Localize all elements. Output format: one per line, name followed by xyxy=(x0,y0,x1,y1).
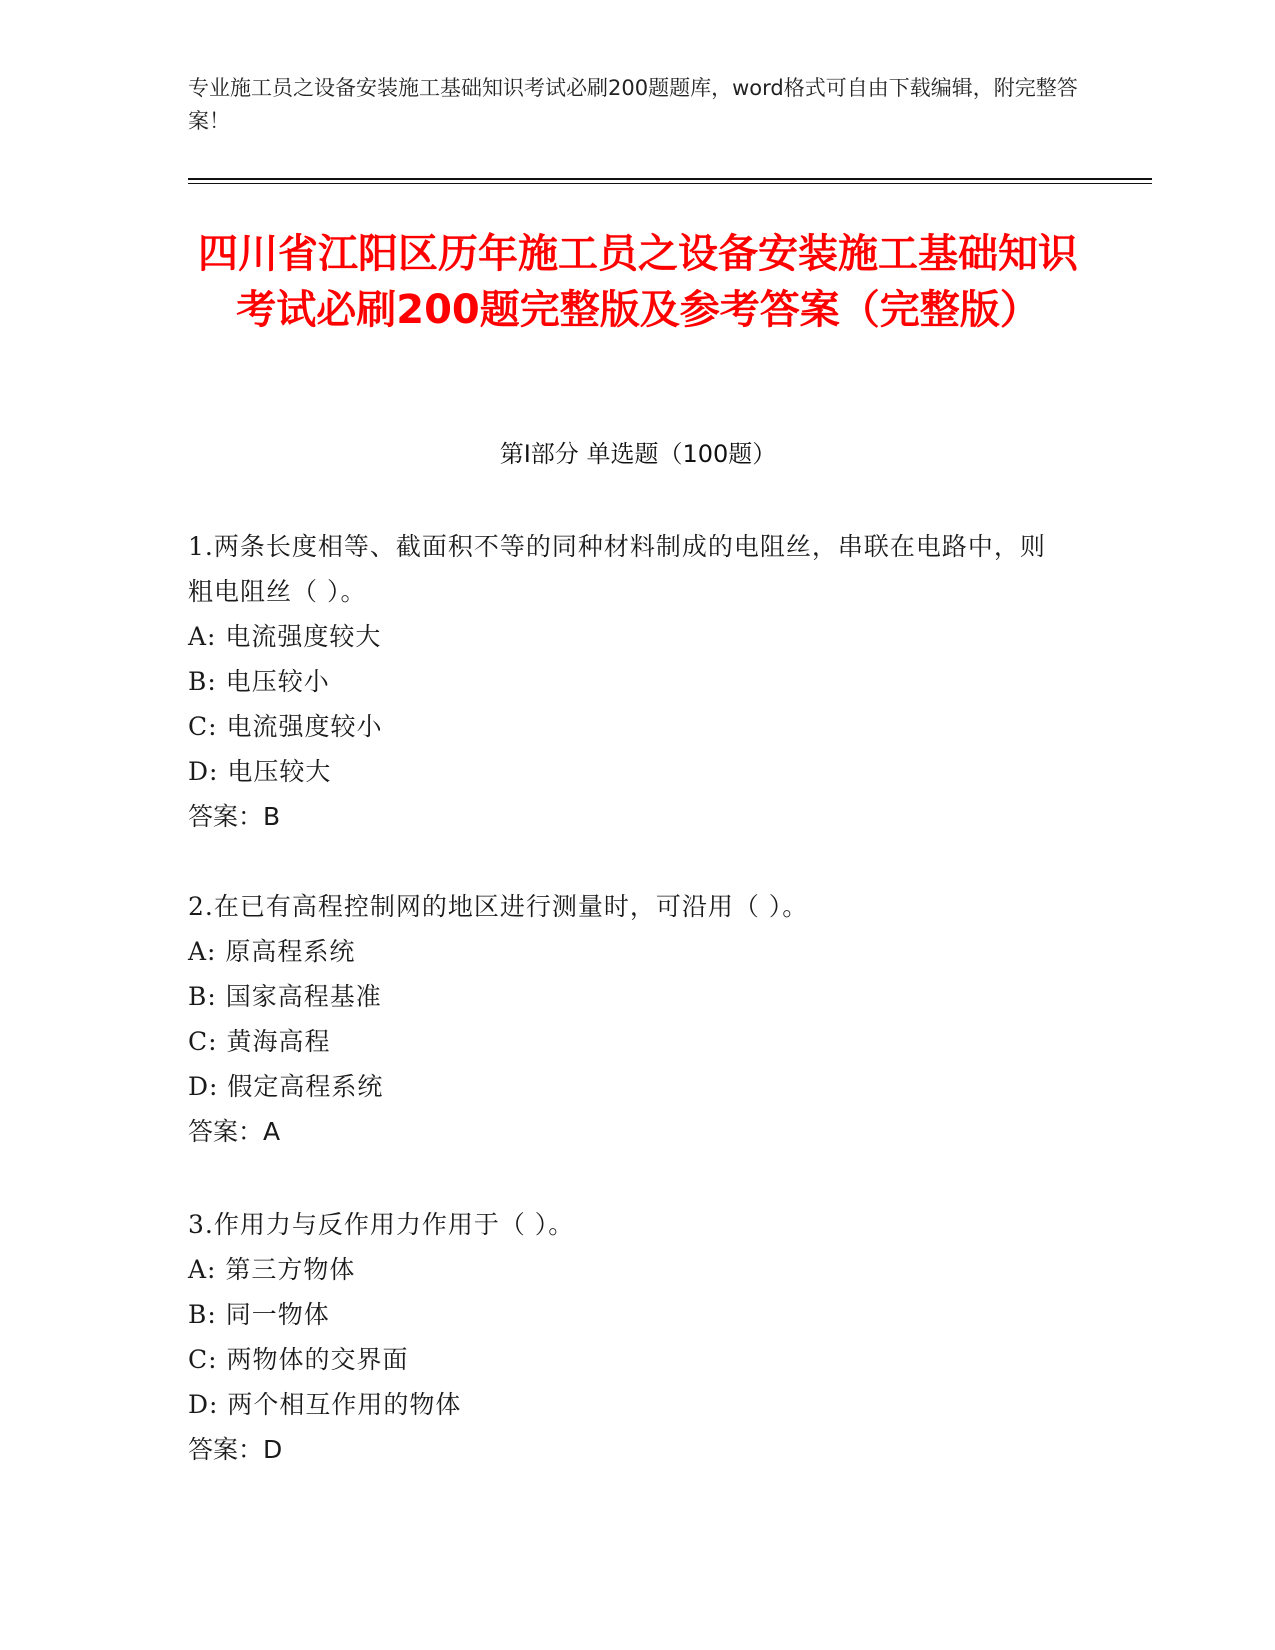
header-divider-thin xyxy=(188,183,1152,184)
option-c: C: 两物体的交界面 xyxy=(188,1345,409,1374)
question-stem: 1.两条长度相等、截面积不等的同种材料制成的电阻丝，串联在电路中，则粗电阻丝（ ）。 xyxy=(188,532,1046,606)
option-b: B: 电压较小 xyxy=(188,667,330,696)
question-stem: 2.在已有高程控制网的地区进行测量时，可沿用（ ）。 xyxy=(188,892,809,921)
option-a: A: 第三方物体 xyxy=(188,1255,356,1284)
document-title: 四川省江阳区历年施工员之设备安装施工基础知识考试必刷200题完整版及参考答案（完整版） xyxy=(198,231,1078,333)
section-title: 第Ⅰ部分 单选题（100题） xyxy=(499,440,777,468)
question-item xyxy=(188,524,1068,839)
option-d: D: 假定高程系统 xyxy=(188,1072,384,1101)
option-b: B: 国家高程基准 xyxy=(188,982,382,1011)
document-header: 专业施工员之设备安装施工基础知识考试必刷200题题库，word格式可自由下载编辑，附完整答案！ xyxy=(188,76,1078,133)
option-a: A: 电流强度较大 xyxy=(188,622,382,651)
header-divider xyxy=(188,178,1152,180)
answer-line: 答案：D xyxy=(188,1435,283,1464)
option-c: C: 黄海高程 xyxy=(188,1027,331,1056)
question-item xyxy=(188,1202,1068,1472)
option-b: B: 同一物体 xyxy=(188,1300,330,1329)
question-stem: 3.作用力与反作用力作用于（ ）。 xyxy=(188,1210,575,1239)
answer-line: 答案：B xyxy=(188,802,281,831)
option-c: C: 电流强度较小 xyxy=(188,712,383,741)
option-d: D: 两个相互作用的物体 xyxy=(188,1390,462,1419)
option-d: D: 电压较大 xyxy=(188,757,332,786)
question-item xyxy=(188,884,1068,1154)
answer-line: 答案：A xyxy=(188,1117,281,1146)
option-a: A: 原高程系统 xyxy=(188,937,356,966)
